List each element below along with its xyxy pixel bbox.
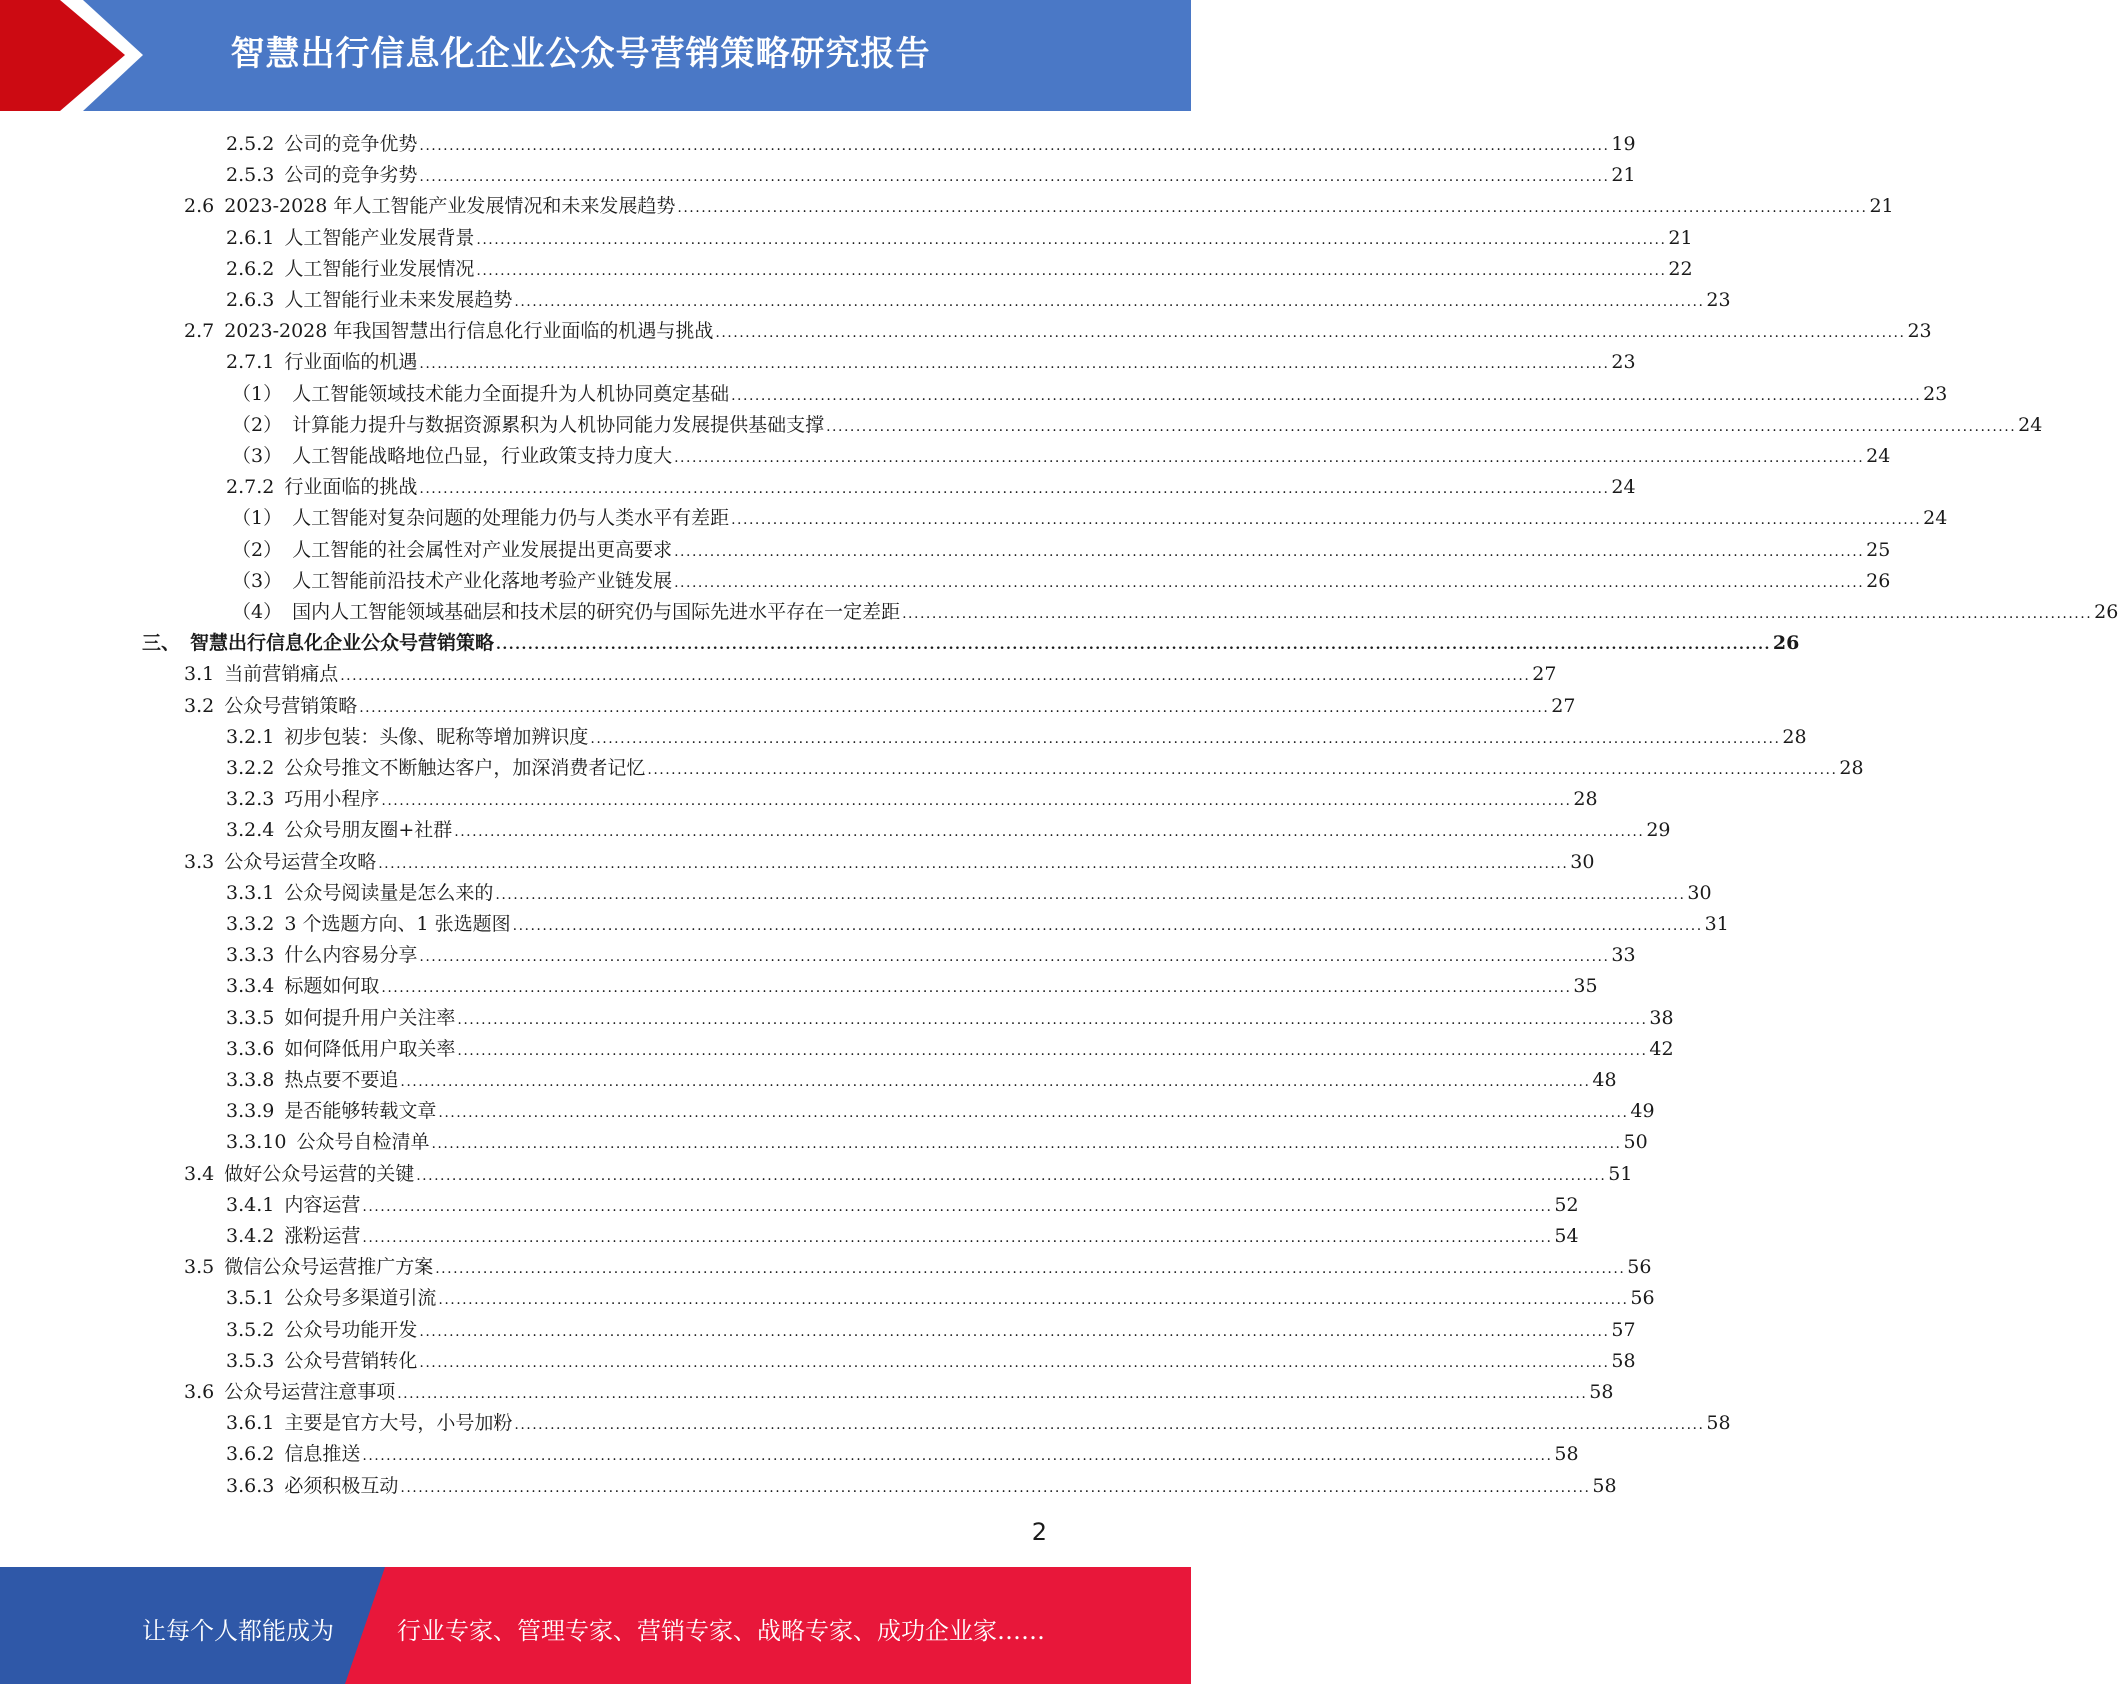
toc-entry-title: 人工智能前沿技术产业化落地考验产业链发展 — [292, 569, 673, 592]
toc-entry[interactable] — [232, 503, 1948, 534]
toc-entry-title: 公众号阅读量是怎么来的 — [284, 881, 494, 904]
toc-leader-dots: ........................................................................................................................................................................................................ — [590, 730, 1781, 747]
toc-entry-page: 58 — [1592, 1474, 1617, 1497]
toc-entry[interactable] — [142, 628, 1800, 659]
toc-entry[interactable] — [226, 940, 1636, 971]
toc-leader-dots: ........................................................................................................................................................................................................ — [647, 762, 1838, 778]
toc-leader-dots: ........................................................................................................................................................................................................ — [381, 793, 1572, 810]
toc-entry-page: 28 — [1573, 788, 1598, 811]
toc-entry-title: 人工智能行业未来发展趋势 — [284, 289, 513, 311]
toc-entry-number: 2.5.2 — [226, 133, 275, 155]
toc-entry-title: 智慧出行信息化企业公众号营销策略 — [190, 632, 495, 655]
toc-entry[interactable] — [226, 254, 1693, 285]
toc-entry-title: 2023-2028 年我国智慧出行信息化行业面临的机遇与挑战 — [224, 320, 714, 343]
toc-entry-page: 28 — [1839, 757, 1864, 779]
toc-leader-dots: ........................................................................................................................................................................................................ — [476, 262, 1667, 279]
toc-entry[interactable] — [184, 1377, 1614, 1408]
toc-entry-page: 29 — [1646, 819, 1671, 842]
toc-entry-title: 2023-2028 年人工智能产业发展情况和未来发展趋势 — [224, 195, 676, 218]
toc-entry-title: 行业面临的机遇 — [284, 351, 418, 374]
toc-leader-dots: ........................................................................................................................................................................................................ — [457, 1042, 1648, 1059]
toc-entry-number: 2.5.3 — [226, 164, 275, 187]
toc-leader-dots: ........................................................................................................................................................................................................ — [495, 886, 1686, 903]
toc-leader-dots: ........................................................................................................................................................................................................ — [419, 949, 1610, 966]
toc-entry-title: 如何提升用户关注率 — [284, 1006, 456, 1029]
toc-leader-dots: ........................................................................................................................................................................................................ — [674, 450, 1865, 466]
toc-entry-page: 49 — [1630, 1100, 1655, 1123]
toc-entry-title: 公司的竞争优势 — [284, 133, 418, 155]
toc-entry-page: 21 — [1668, 226, 1693, 249]
toc-entry-title: 人工智能产业发展背景 — [284, 226, 475, 249]
toc-entry-number: 3.5.1 — [226, 1287, 275, 1310]
toc-entry-page: 38 — [1649, 1006, 1674, 1029]
toc-entry-page: 25 — [1866, 538, 1891, 561]
footer-slogan-right: 行业专家、管理专家、营销专家、战略专家、成功企业家…… — [397, 1617, 1045, 1645]
toc-entry-page: 24 — [2018, 413, 2043, 436]
toc-entry-page: 30 — [1687, 881, 1712, 904]
toc-entry-number: 3.1 — [184, 663, 215, 686]
toc-entry-page: 54 — [1554, 1225, 1579, 1247]
toc-entry[interactable] — [232, 597, 2118, 628]
toc-leader-dots: ........................................................................................................................................................................................................ — [674, 574, 1865, 591]
toc-entry-page: 51 — [1608, 1162, 1633, 1185]
toc-leader-dots: ........................................................................................................................................................................................................ — [715, 325, 1906, 342]
toc-entry-number: 3.3.10 — [226, 1131, 287, 1154]
toc-entry-title: 人工智能对复杂问题的处理能力仍与人类水平有差距 — [292, 507, 730, 530]
toc-entry-number: （1） — [232, 382, 283, 405]
toc-entry-title: 人工智能行业发展情况 — [284, 257, 475, 280]
toc-entry-number: 3.2.3 — [226, 788, 275, 811]
toc-entry-title: 公众号运营注意事项 — [224, 1381, 396, 1403]
toc-entry-number: 3.4.2 — [226, 1225, 275, 1247]
toc-entry-number: 3.2.1 — [226, 725, 275, 748]
toc-entry-page: 24 — [1866, 445, 1891, 467]
page-header — [0, 0, 1191, 111]
toc-leader-dots: ........................................................................................................................................................................................................ — [419, 169, 1610, 186]
toc-entry-page: 23 — [1706, 289, 1731, 311]
toc-entry-number: 三、 — [142, 632, 181, 655]
toc-leader-dots: ........................................................................................................................................................................................................ — [512, 918, 1703, 934]
toc-entry-number: （1） — [232, 507, 283, 530]
toc-entry-page: 23 — [1907, 320, 1932, 343]
toc-entry-number: （3） — [232, 569, 283, 592]
toc-entry-number: 3.6 — [184, 1381, 215, 1403]
toc-entry-title: 内容运营 — [284, 1193, 361, 1216]
toc-entry[interactable] — [226, 1346, 1636, 1377]
toc-entry-number: 3.4.1 — [226, 1193, 275, 1216]
toc-entry-page: 23 — [1611, 351, 1636, 374]
toc-entry-page: 56 — [1630, 1287, 1655, 1310]
toc-entry-title: 初步包装：头像、昵称等增加辨识度 — [284, 725, 589, 748]
toc-entry-title: 标题如何取 — [284, 975, 380, 998]
toc-leader-dots: ........................................................................................................................................................................................................ — [677, 200, 1868, 217]
toc-entry[interactable] — [226, 347, 1636, 378]
toc-leader-dots: ........................................................................................................................................................................................................ — [731, 387, 1922, 404]
toc-entry-number: 3.2 — [184, 694, 215, 717]
page-footer — [0, 1567, 1191, 1684]
toc-entry-number: 3.3.3 — [226, 944, 275, 967]
toc-entry-title: 公众号多渠道引流 — [284, 1287, 437, 1310]
toc-entry[interactable] — [226, 1439, 1579, 1470]
toc-leader-dots: ........................................................................................................................................................................................................ — [419, 356, 1610, 373]
toc-entry-title: 必须积极互动 — [284, 1474, 399, 1497]
toc-entry[interactable] — [226, 160, 1636, 191]
toc-entry-page: 24 — [1611, 476, 1636, 499]
toc-entry-page: 58 — [1611, 1349, 1636, 1372]
toc-entry-title: 公众号营销转化 — [284, 1349, 418, 1372]
toc-leader-dots: ........................................................................................................................................................................................................ — [514, 1417, 1705, 1434]
toc-entry-page: 19 — [1611, 133, 1636, 155]
page-number: 2 — [1031, 1518, 1047, 1546]
toc-entry[interactable] — [226, 722, 1807, 753]
footer-slogan-left: 让每个人都能成为 — [142, 1617, 334, 1645]
toc-entry-page: 26 — [1866, 569, 1891, 592]
toc-entry-title: 当前营销痛点 — [224, 663, 339, 686]
toc-entry-title: 主要是官方大号，小号加粉 — [284, 1412, 513, 1435]
toc-leader-dots: ........................................................................................................................................................................................................ — [419, 1354, 1610, 1371]
toc-entry-page: 26 — [1772, 632, 1800, 655]
toc-entry[interactable] — [226, 1034, 1674, 1065]
toc-leader-dots: ........................................................................................................................................................................................................ — [416, 1167, 1607, 1184]
toc-entry[interactable] — [226, 223, 1693, 254]
toc-leader-dots: ........................................................................................................................................................................................................ — [378, 855, 1569, 872]
toc-entry-number: 3.3.9 — [226, 1100, 275, 1123]
toc-entry-title: 人工智能的社会属性对产业发展提出更高要求 — [292, 538, 673, 561]
toc-entry-title: 涨粉运营 — [284, 1225, 361, 1247]
toc-entry[interactable] — [226, 1127, 1648, 1158]
toc-leader-dots: ........................................................................................................................................................................................................ — [454, 824, 1645, 841]
toc-entry-title: 巧用小程序 — [284, 788, 380, 811]
toc-entry-title: 公众号朋友圈+社群 — [284, 819, 453, 842]
toc-entry[interactable] — [226, 1408, 1731, 1439]
toc-entry-page: 33 — [1611, 944, 1636, 967]
toc-entry[interactable] — [184, 1252, 1652, 1283]
toc-entry-page: 27 — [1532, 663, 1557, 686]
toc-entry-title: 公众号功能开发 — [284, 1318, 418, 1341]
toc-entry-page: 57 — [1611, 1318, 1636, 1341]
toc-entry-page: 24 — [1923, 507, 1948, 530]
toc-entry-number: 3.6.3 — [226, 1474, 275, 1497]
toc-entry[interactable] — [184, 691, 1576, 722]
toc-entry-title: 3 个选题方向、1 张选题图 — [284, 913, 511, 935]
toc-leader-dots: ........................................................................................................................................................................................................ — [400, 1479, 1591, 1496]
toc-entry-number: 2.6.2 — [226, 257, 275, 280]
toc-entry-title: 人工智能领域技术能力全面提升为人机协同奠定基础 — [292, 382, 730, 405]
toc-entry-number: 3.2.4 — [226, 819, 275, 842]
toc-entry-page: 58 — [1706, 1412, 1731, 1435]
toc-entry[interactable] — [232, 566, 1891, 597]
report-title: 智慧出行信息化企业公众号营销策略研究报告 — [230, 34, 931, 74]
toc-leader-dots: ........................................................................................................................................................................................................ — [435, 1261, 1626, 1278]
toc-entry-number: （2） — [232, 413, 283, 436]
toc-entry-page: 22 — [1668, 257, 1693, 280]
toc-leader-dots: ........................................................................................................................................................................................................ — [419, 481, 1610, 498]
toc-entry[interactable] — [226, 909, 1729, 940]
toc-entry-number: 3.6.1 — [226, 1412, 275, 1435]
toc-entry-number: （2） — [232, 538, 283, 561]
toc-entry[interactable] — [184, 847, 1595, 878]
toc-entry[interactable] — [226, 815, 1671, 846]
toc-entry-number: 2.6.1 — [226, 226, 275, 249]
toc-leader-dots: ........................................................................................................................................................................................................ — [419, 138, 1610, 154]
toc-entry-number: 2.6 — [184, 195, 215, 218]
toc-entry[interactable] — [184, 191, 1894, 222]
toc-entry-number: （3） — [232, 445, 283, 467]
toc-entry-page: 50 — [1623, 1131, 1648, 1154]
toc-entry[interactable] — [232, 410, 2043, 441]
toc-entry-title: 国内人工智能领域基础层和技术层的研究仍与国际先进水平存在一定差距 — [292, 601, 901, 623]
toc-leader-dots: ........................................................................................................................................................................................................ — [902, 606, 2093, 622]
toc-entry-number: 2.6.3 — [226, 289, 275, 311]
toc-entry[interactable] — [226, 753, 1864, 784]
toc-leader-dots: ........................................................................................................................................................................................................ — [362, 1198, 1553, 1215]
toc-entry-number: 3.6.2 — [226, 1443, 275, 1466]
toc-leader-dots: ........................................................................................................................................................................................................ — [359, 699, 1550, 716]
toc-entry-page: 28 — [1782, 725, 1807, 748]
toc-entry-title: 做好公众号运营的关键 — [224, 1162, 415, 1185]
toc-entry[interactable] — [226, 1221, 1579, 1252]
toc-leader-dots: ........................................................................................................................................................................................................ — [397, 1386, 1588, 1402]
toc-entry-page: 21 — [1611, 164, 1636, 187]
toc-leader-dots: ........................................................................................................................................................................................................ — [496, 637, 1771, 654]
toc-entry-page: 26 — [2094, 601, 2118, 623]
toc-leader-dots: ........................................................................................................................................................................................................ — [476, 231, 1667, 248]
toc-entry[interactable] — [226, 1315, 1636, 1346]
toc-leader-dots: ........................................................................................................................................................................................................ — [400, 1074, 1591, 1090]
toc-entry-number: 3.5.3 — [226, 1349, 275, 1372]
toc-entry-title: 公司的竞争劣势 — [284, 164, 418, 187]
toc-entry[interactable] — [226, 472, 1636, 503]
toc-entry[interactable] — [226, 1003, 1674, 1034]
toc-leader-dots: ........................................................................................................................................................................................................ — [457, 1011, 1648, 1028]
toc-entry-page: 52 — [1554, 1193, 1579, 1216]
toc-entry-title: 微信公众号运营推广方案 — [224, 1256, 434, 1279]
toc-entry-page: 56 — [1627, 1256, 1652, 1279]
toc-leader-dots: ........................................................................................................................................................................................................ — [381, 980, 1572, 997]
toc-entry-number: 3.3.2 — [226, 913, 275, 935]
toc-entry-title: 信息推送 — [284, 1443, 361, 1466]
toc-entry-title: 公众号自检清单 — [296, 1131, 430, 1154]
toc-leader-dots: ........................................................................................................................................................................................................ — [419, 1323, 1610, 1340]
toc-entry-title: 公众号营销策略 — [224, 694, 358, 717]
toc-entry-title: 计算能力提升与数据资源累积为人机协同能力发展提供基础支撑 — [292, 413, 825, 436]
toc-entry[interactable] — [232, 535, 1891, 566]
toc-entry-title: 公众号推文不断触达客户，加深消费者记忆 — [284, 757, 646, 779]
toc-entry[interactable] — [226, 1065, 1617, 1096]
toc-entry[interactable] — [226, 129, 1636, 160]
toc-leader-dots: ........................................................................................................................................................................................................ — [362, 1230, 1553, 1246]
toc-entry-page: 35 — [1573, 975, 1598, 998]
toc-entry[interactable] — [226, 1096, 1655, 1127]
toc-entry-number: 3.5 — [184, 1256, 215, 1279]
toc-entry[interactable] — [226, 1471, 1617, 1502]
toc-entry[interactable] — [226, 971, 1598, 1002]
toc-entry[interactable] — [232, 441, 1891, 472]
toc-entry-page: 30 — [1570, 850, 1595, 873]
toc-entry-page: 27 — [1551, 694, 1576, 717]
toc-leader-dots: ........................................................................................................................................................................................................ — [438, 1292, 1629, 1309]
toc-entry-page: 23 — [1923, 382, 1948, 405]
toc-entry-number: 2.7.1 — [226, 351, 275, 374]
toc-entry-title: 公众号运营全攻略 — [224, 850, 377, 873]
toc-entry-title: 什么内容易分享 — [284, 944, 418, 967]
toc-entry-page: 58 — [1589, 1381, 1614, 1403]
toc-entry-number: 3.5.2 — [226, 1318, 275, 1341]
toc-entry[interactable] — [232, 379, 1948, 410]
toc-entry[interactable] — [226, 285, 1731, 316]
toc-entry-number: 3.3.8 — [226, 1069, 275, 1091]
toc-entry[interactable] — [226, 784, 1598, 815]
toc-leader-dots: ........................................................................................................................................................................................................ — [431, 1136, 1622, 1153]
toc-entry-number: 3.4 — [184, 1162, 215, 1185]
toc-entry-page: 42 — [1649, 1037, 1674, 1060]
toc-leader-dots: ........................................................................................................................................................................................................ — [362, 1448, 1553, 1465]
toc-entry-number: （4） — [232, 601, 283, 623]
header-chevron-decoration — [0, 0, 160, 111]
toc-leader-dots: ........................................................................................................................................................................................................ — [438, 1105, 1629, 1122]
toc-entry-number: 3.3.1 — [226, 881, 275, 904]
toc-leader-dots: ........................................................................................................................................................................................................ — [826, 418, 2017, 435]
toc-entry-title: 热点要不要追 — [284, 1069, 399, 1091]
toc-entry[interactable] — [226, 878, 1712, 909]
toc-entry-number: 3.3.5 — [226, 1006, 275, 1029]
toc-entry-title: 如何降低用户取关率 — [284, 1037, 456, 1060]
toc-entry[interactable] — [184, 1159, 1633, 1190]
toc-entry-title: 人工智能战略地位凸显，行业政策支持力度大 — [292, 445, 673, 467]
toc-leader-dots: ........................................................................................................................................................................................................ — [674, 543, 1865, 560]
toc-entry-page: 31 — [1704, 913, 1729, 935]
toc-entry-number: 3.3 — [184, 850, 215, 873]
toc-leader-dots: ........................................................................................................................................................................................................ — [731, 512, 1922, 529]
toc-entry-number: 2.7.2 — [226, 476, 275, 499]
toc-entry[interactable] — [184, 316, 1932, 347]
toc-entry[interactable] — [226, 1190, 1579, 1221]
toc-entry-title: 是否能够转载文章 — [284, 1100, 437, 1123]
toc-entry[interactable] — [184, 659, 1557, 690]
toc-entry-number: 3.3.4 — [226, 975, 275, 998]
toc-entry-page: 21 — [1869, 195, 1894, 218]
toc-entry-page: 48 — [1592, 1069, 1617, 1091]
toc-entry-title: 行业面临的挑战 — [284, 476, 418, 499]
toc-entry-number: 3.2.2 — [226, 757, 275, 779]
toc-entry-page: 58 — [1554, 1443, 1579, 1466]
toc-entry-number: 3.3.6 — [226, 1037, 275, 1060]
toc-leader-dots: ........................................................................................................................................................................................................ — [514, 294, 1705, 310]
toc-entry-number: 2.7 — [184, 320, 215, 343]
toc-leader-dots: ........................................................................................................................................................................................................ — [340, 668, 1531, 685]
toc-entry[interactable] — [226, 1283, 1655, 1314]
